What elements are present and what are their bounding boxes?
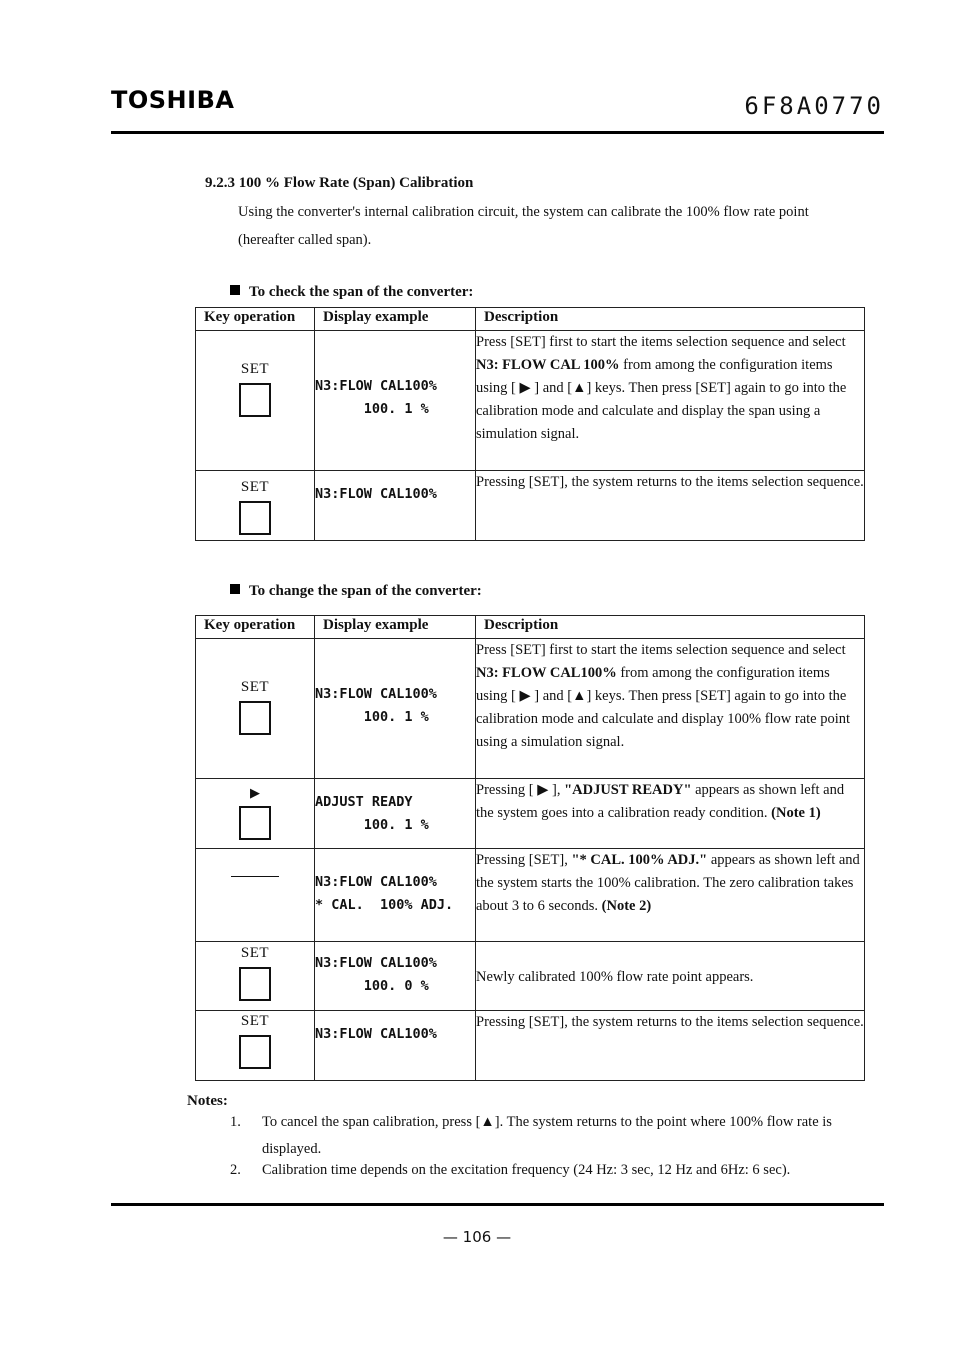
description-cell: [476, 942, 865, 1011]
table-row: [196, 942, 865, 1011]
check-span-heading: [230, 284, 473, 301]
display-example: ADJUST READY 100. 1 %: [315, 779, 476, 849]
set-key-icon: [239, 1035, 271, 1069]
table-row: [196, 471, 865, 541]
description-text: Pressing [SET], the system returns to the items selection sequence.: [476, 1014, 864, 1030]
key-cell: [196, 849, 315, 942]
description-emphasis: "* CAL. 100% ADJ.": [571, 852, 708, 868]
set-key-icon: [239, 501, 271, 535]
column-header-key: Key operation: [196, 616, 315, 639]
display-example: N3:FLOW CAL100% * CAL. 100% ADJ.: [315, 849, 476, 942]
description-cell: [476, 471, 865, 541]
set-key-icon: [239, 701, 271, 735]
description-text: Pressing [SET], the system returns to the items selection sequence.: [476, 474, 864, 490]
no-key-dash-icon: [231, 876, 279, 877]
note-item: [230, 1109, 862, 1163]
description-text: Pressing [SET],: [476, 852, 572, 868]
table-row: [196, 1011, 865, 1081]
key-cell: [196, 639, 315, 779]
column-header-description: Description: [476, 308, 865, 331]
set-key-label: SET: [240, 945, 270, 961]
display-example: N3:FLOW CAL100% 100. 1 %: [315, 331, 476, 471]
change-span-heading-text: To change the span of the converter:: [249, 583, 482, 599]
bullet-icon: [230, 584, 240, 594]
description-emphasis: N3: FLOW CAL100%: [476, 665, 617, 681]
key-cell: [196, 1011, 315, 1081]
table-row: [196, 639, 865, 779]
set-key-label: SET: [240, 1013, 270, 1029]
column-header-description: Description: [476, 616, 865, 639]
description-text: appears as shown left and the system goes into a calibration ready condition.: [476, 782, 845, 821]
note-number: 2.: [230, 1162, 241, 1178]
description-cell: [476, 639, 865, 779]
note-reference: (Note 2): [601, 898, 652, 914]
set-key-icon: [239, 967, 271, 1001]
description-text: Press [SET] first to start the items selection sequence and select: [476, 334, 846, 350]
header-rule: [111, 131, 884, 134]
description-text: Press [SET] first to start the items selection sequence and select: [476, 642, 846, 658]
section-intro: Using the converter's internal calibration circuit, the system can calibrate the 100% flow rate point (hereafter called span).: [238, 204, 809, 248]
description-text: appears as shown left and the system starts the 100% calibration. The zero calibration takes about 3 to 6 seconds.: [476, 852, 860, 914]
set-key-label: SET: [240, 479, 270, 495]
document-number: 6F8A0770: [744, 92, 884, 120]
column-header-display: Display example: [315, 308, 476, 331]
description-cell: [476, 849, 865, 942]
arrow-key-box-icon: [239, 806, 271, 840]
description-text: Pressing [ ▶ ],: [476, 782, 565, 798]
footer-rule: [111, 1203, 884, 1206]
bullet-icon: [230, 285, 240, 295]
note-item: [230, 1157, 862, 1184]
description-cell: [476, 1011, 865, 1081]
table-row: [196, 779, 865, 849]
note-number: 1.: [230, 1114, 241, 1130]
display-example: N3:FLOW CAL100% 100. 1 %: [315, 639, 476, 779]
right-arrow-key-icon: ▶: [250, 785, 260, 800]
set-key-label: SET: [240, 361, 270, 377]
column-header-display: Display example: [315, 616, 476, 639]
description-emphasis: N3: FLOW CAL 100%: [476, 357, 620, 373]
table-row: [196, 849, 865, 942]
column-header-key: Key operation: [196, 308, 315, 331]
brand-logo: TOSHIBA: [111, 86, 235, 114]
key-cell: [196, 779, 315, 849]
description-emphasis: "ADJUST READY": [564, 782, 692, 798]
set-key-icon: [239, 383, 271, 417]
key-cell: [196, 471, 315, 541]
display-example: N3:FLOW CAL100% 100. 0 %: [315, 942, 476, 1011]
table-row: [196, 331, 865, 471]
note-text: Calibration time depends on the excitation frequency (24 Hz: 3 sec, 12 Hz and 6Hz: 6 sec).: [262, 1162, 791, 1178]
display-example: N3:FLOW CAL100%: [315, 1011, 476, 1081]
key-cell: [196, 942, 315, 1011]
notes-title: Notes:: [187, 1093, 228, 1109]
description-cell: [476, 331, 865, 471]
note-reference: (Note 1): [771, 805, 821, 821]
note-text: To cancel the span calibration, press [▲]. The system returns to the point where 100% flow rate is displayed.: [262, 1114, 832, 1157]
section-heading: 9.2.3 100 % Flow Rate (Span) Calibration: [205, 175, 474, 191]
description-text: Newly calibrated 100% flow rate point appears.: [476, 969, 754, 985]
check-span-table: [195, 307, 865, 541]
change-span-table: [195, 615, 865, 1081]
display-example: N3:FLOW CAL100%: [315, 471, 476, 541]
change-span-heading: [230, 583, 482, 600]
description-text: from among the configuration items using [ ▶ ] and [▲] keys. Then press [SET] again to go into the calibration mode and calculate and display the span using a simulation signal.: [476, 357, 847, 442]
table-header-row: [196, 616, 865, 639]
description-cell: [476, 779, 865, 849]
set-key-label: SET: [240, 679, 270, 695]
key-cell: [196, 331, 315, 471]
check-span-heading-text: To check the span of the converter:: [249, 284, 474, 300]
table-header-row: [196, 308, 865, 331]
page-number: — 106 —: [442, 1228, 512, 1246]
description-text: from among the configuration items using [ ▶ ] and [▲] keys. Then press [SET] again to go into the calibration mode and calculate and display 100% flow rate point using a simulation signal.: [476, 665, 851, 750]
